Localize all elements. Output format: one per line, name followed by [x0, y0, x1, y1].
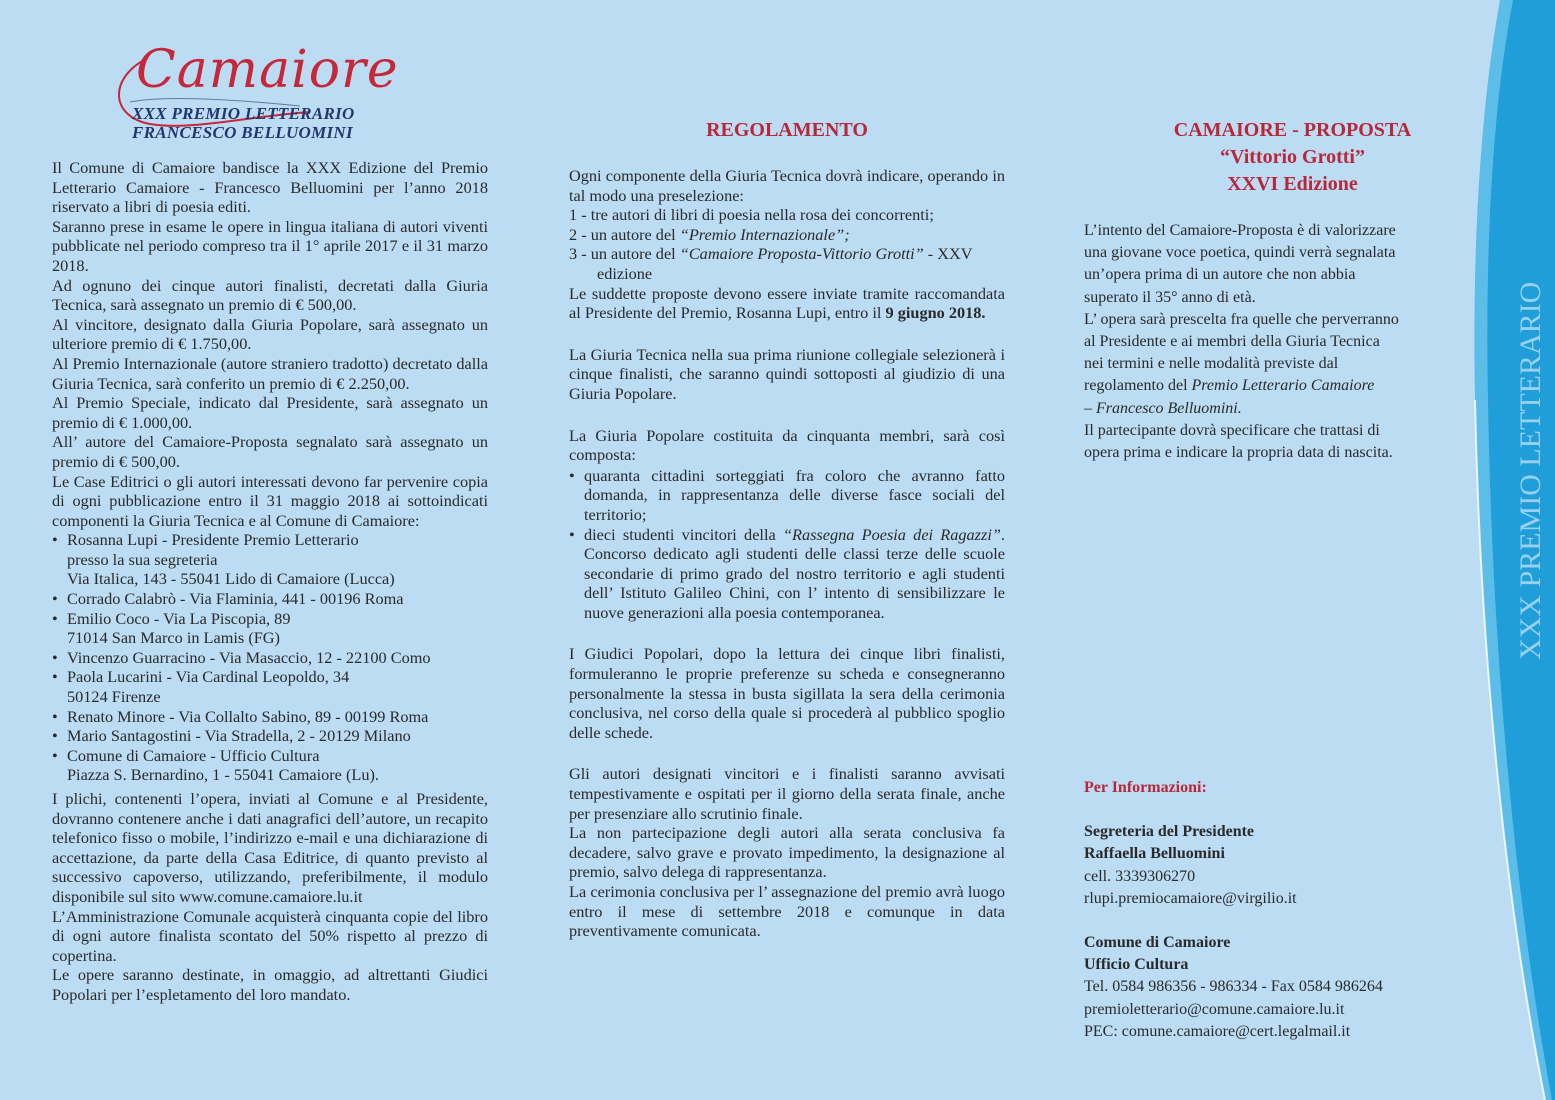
segreteria-phone: cell. 3339306270 — [1084, 867, 1196, 885]
juror-line: presso la sua segreteria — [67, 549, 218, 569]
juror-line: Via Italica, 143 - 55041 Lido di Camaiore (Lucca) — [67, 569, 395, 589]
juror-line: • Comune di Camaiore - Ufficio Cultura — [67, 745, 320, 765]
juror-line: • Renato Minore - Via Collalto Sabino, 89 - 00199 Roma — [67, 706, 429, 726]
column-proposta — [1084, 220, 1449, 464]
bando-paragraph-5: Al Premio Internazionale (autore straniero tradotto) decretato dalla Giuria Tecnica, sarà conferito un premio di € 2.250,00. — [52, 353, 488, 393]
juror-line: 50124 Firenze — [67, 687, 161, 707]
juror-line: • Corrado Calabrò - Via Flaminia, 441 - 00196 Roma — [67, 589, 404, 609]
bando-paragraph-8: Le Case Editrici o gli autori interessati devono far pervenire copia di ogni pubblicazione entro il 31 maggio 2018 ai sottoindicati componenti la Giuria Tecnica e al Comune di Camaiore: — [52, 471, 488, 530]
juror-item — [52, 609, 488, 648]
info-block — [1084, 777, 1484, 1043]
proposta-line: Il partecipante dovrà specificare che trattasi di — [1084, 421, 1380, 439]
line-text: regolamento del — [1084, 377, 1192, 395]
segreteria-name: Raffaella Belluomini — [1084, 845, 1225, 863]
proposta-line — [1084, 375, 1449, 397]
proposta-subtitle: “Vittorio Grotti” — [1220, 146, 1365, 168]
side-vertical-title — [1510, 48, 1550, 668]
proposta-heading — [1120, 117, 1465, 198]
item-text: 2 - un autore del — [569, 224, 680, 244]
item-text: 3 - un autore del — [569, 244, 680, 264]
regolamento-heading: REGOLAMENTO — [706, 119, 868, 141]
paragraph-text: Le suddette proposte devono essere inviate tramite raccomandata al Presidente del Premio, Rosanna Lupi, entro il — [569, 283, 1005, 323]
logo-subtitle-2: FRANCESCO BELLUOMINI — [132, 123, 353, 142]
juror-line: • Mario Santagostini - Via Stradella, 2 - 20129 Milano — [67, 726, 411, 746]
juror-item — [52, 746, 488, 785]
giuria-item — [569, 525, 1005, 623]
regolamento-paragraph-4: I Giudici Popolari, dopo la lettura dei cinque libri finalisti, formuleranno le proprie preferenze su scheda e consegneranno personalmente la stessa in busta sigillata la sera della cerimonia conclusiva, nel corso della quale si procederà al pubblico spoglio delle schede. — [569, 644, 1005, 742]
proposta-line: al Presidente e ai membri della Giuria Tecnica — [1084, 333, 1380, 351]
logo-subtitle-1: XXX PREMIO LETTERARIO — [132, 104, 355, 123]
proposta-line: una giovane voce poetica, quindi verrà segnalata — [1084, 244, 1396, 262]
info-title: Per Informazioni: — [1084, 779, 1207, 796]
bando-paragraph-3: Ad ognuno dei cinque autori finalisti, decretati dalla Giuria Tecnica, sarà assegnato un premio di € 500,00. — [52, 275, 488, 315]
regolamento-paragraph-5: Gli autori designati vincitori e i finalisti saranno avvisati tempestivamente e ospitati per il giorno della serata finale, anche per presenziare allo scrutinio finale. — [569, 764, 1005, 823]
bando-paragraph-11: Le opere saranno destinate, in omaggio, ad altrettanti Giudici Popolari per l’espletamento del loro mandato. — [52, 965, 488, 1004]
comune-email: premioletterario@comune.camaiore.lu.it — [1084, 1000, 1345, 1018]
bando-paragraph-2: Saranno prese in esame le opere in lingua italiana di autori viventi pubblicate nel periodo compreso tra il 1° aprile 2017 e il 31 marzo 2018. — [52, 216, 488, 275]
side-vertical-text: XXX PREMIO LETTERARIO — [1514, 281, 1547, 660]
juror-line: Piazza S. Bernardino, 1 - 55041 Camaiore (Lu). — [67, 765, 379, 785]
giuria-item: • quaranta cittadini sorteggiati fra coloro che avranno fatto domanda, in rappresentanza delle diverse fasce sociali del territorio; — [569, 466, 1005, 525]
bando-paragraph-1: Il Comune di Camaiore bandisce la XXX Edizione del Premio Letterario Camaiore - Francesco Belluomini per l’anno 2018 riservato a libri di poesia editi. — [52, 158, 488, 217]
item-text: . Concorso dedicato agli studenti delle classi terze delle scuole secondarie di primo grado del nostro territorio e agli studenti dell’ Istituto Galileo Chini, con l’ intento di sensibilizzare le nuove generazioni alla poesia contemporanea. — [584, 524, 1005, 622]
juror-line: • Rosanna Lupi - Presidente Premio Letterario — [67, 530, 359, 550]
comune-office: Ufficio Cultura — [1084, 956, 1189, 974]
juror-item — [52, 589, 488, 609]
bando-paragraph-9: I plichi, contenenti l’opera, inviati al Comune e al Presidente, dovranno contenere anche i dati anagrafici dell’autore, un recapito telefonico fisso o mobile, l’indirizzo e-mail e una dichiarazione di accettazione, da parte della Casa Editrice, di quanto previsto al successivo capoverso, utilizzando, preferibilmente, il modulo disponibile sul sito www.comune.camaiore.lu.it — [52, 789, 488, 906]
proposta-line: L’ opera sarà prescelta fra quelle che perverranno — [1084, 310, 1399, 328]
juror-line: • Emilio Coco - Via La Piscopia, 89 — [67, 608, 291, 628]
proposta-line — [1084, 398, 1449, 420]
regolamento-paragraph-6: La non partecipazione degli autori alla serata conclusiva fa decadere, salvo grave e provato impedimento, la designazione al premio, salvo delega di rappresentanza. — [569, 823, 1005, 882]
giuria-popolare-list — [569, 466, 1005, 623]
regolamento-paragraph-1 — [569, 284, 1005, 323]
bando-paragraph-10: L’Amministrazione Comunale acquisterà cinquanta copie del libro di ogni autore finalista scontato del 50% rispetto al prezzo di copertina. — [52, 906, 488, 965]
bando-paragraph-7: All’ autore del Camaiore-Proposta segnalato sarà assegnato un premio di € 500,00. — [52, 432, 488, 471]
regolamento-intro: Ogni componente della Giuria Tecnica dovrà indicare, operando in tal modo una preselezione: — [569, 166, 1005, 205]
item-italic: “Camaiore Proposta-Vittorio Grotti” — [679, 244, 924, 264]
juror-item — [52, 726, 488, 746]
logo-wordmark: Camaiore — [136, 40, 399, 100]
proposta-title: CAMAIORE - PROPOSTA — [1173, 119, 1412, 141]
bando-paragraph-4: Al vincitore, designato dalla Giuria Popolare, sarà assegnato un ulteriore premio di € 1.750,00. — [52, 314, 488, 354]
proposta-line: L’intento del Camaiore-Proposta è di valorizzare — [1084, 222, 1396, 239]
regolamento-item-1: 1 - tre autori di libri di poesia nella rosa dei concorrenti; — [569, 205, 934, 225]
regolamento-item-3 — [569, 244, 1005, 264]
proposta-line: un’opera prima di un autore che non abbia — [1084, 266, 1356, 284]
regolamento-item-2 — [569, 225, 1005, 245]
item-text: - XXV — [923, 244, 973, 264]
regolamento-paragraph-3: La Giuria Popolare costituita da cinquanta membri, sarà così composta: — [569, 425, 1005, 465]
juror-item — [52, 648, 488, 668]
column-regolamento — [569, 166, 1005, 941]
juror-line: 71014 San Marco in Lamis (FG) — [67, 628, 280, 648]
juror-list — [52, 530, 488, 785]
juror-item — [52, 707, 488, 727]
juror-line: • Paola Lucarini - Via Cardinal Leopoldo, 34 — [67, 667, 350, 687]
proposta-line: opera prima e indicare la propria data di nascita. — [1084, 444, 1393, 462]
juror-item — [52, 530, 488, 589]
regolamento-paragraph-7: La cerimonia conclusiva per l’ assegnazione del premio avrà luogo entro il mese di settembre 2018 e comunque in data preventivamente comunicata. — [569, 882, 1005, 941]
juror-item — [52, 667, 488, 706]
deadline-date: 9 giugno 2018. — [885, 303, 986, 323]
proposta-edition: XXVI Edizione — [1227, 173, 1358, 195]
comune-pec: PEC: comune.camaiore@cert.legalmail.it — [1084, 1022, 1351, 1040]
line-italic: Premio Letterario Camaiore — [1191, 377, 1375, 395]
item-italic: “Premio Internazionale”; — [679, 224, 850, 244]
regolamento-item-3-cont: edizione — [597, 263, 653, 283]
camaiore-logo — [100, 36, 400, 146]
proposta-line: nei termini e nelle modalità previste dal — [1084, 355, 1339, 373]
bando-paragraph-6: Al Premio Speciale, indicato dal Presidente, sarà assegnato un premio di € 1.000,00. — [52, 393, 488, 432]
segreteria-email: rlupi.premiocamaiore@virgilio.it — [1084, 889, 1297, 907]
item-text: dieci studenti vincitori della — [584, 524, 783, 544]
segreteria-title: Segreteria del Presidente — [1084, 823, 1255, 841]
column-bando — [52, 158, 488, 1005]
juror-line: • Vincenzo Guarracino - Via Masaccio, 12 - 22100 Como — [67, 647, 431, 667]
comune-title: Comune di Camaiore — [1084, 934, 1231, 952]
comune-phone: Tel. 0584 986356 - 986334 - Fax 0584 986264 — [1084, 978, 1383, 996]
regolamento-paragraph-2: La Giuria Tecnica nella sua prima riunione collegiale selezionerà i cinque finalisti, che saranno quindi sottoposti al giudizio di una Giuria Popolare. — [569, 344, 1005, 403]
item-italic: “Rassegna Poesia dei Ragazzi” — [782, 524, 1001, 544]
proposta-line: superato il 35° anno di età. — [1084, 288, 1256, 306]
line-italic: – Francesco Belluomini. — [1084, 399, 1242, 417]
